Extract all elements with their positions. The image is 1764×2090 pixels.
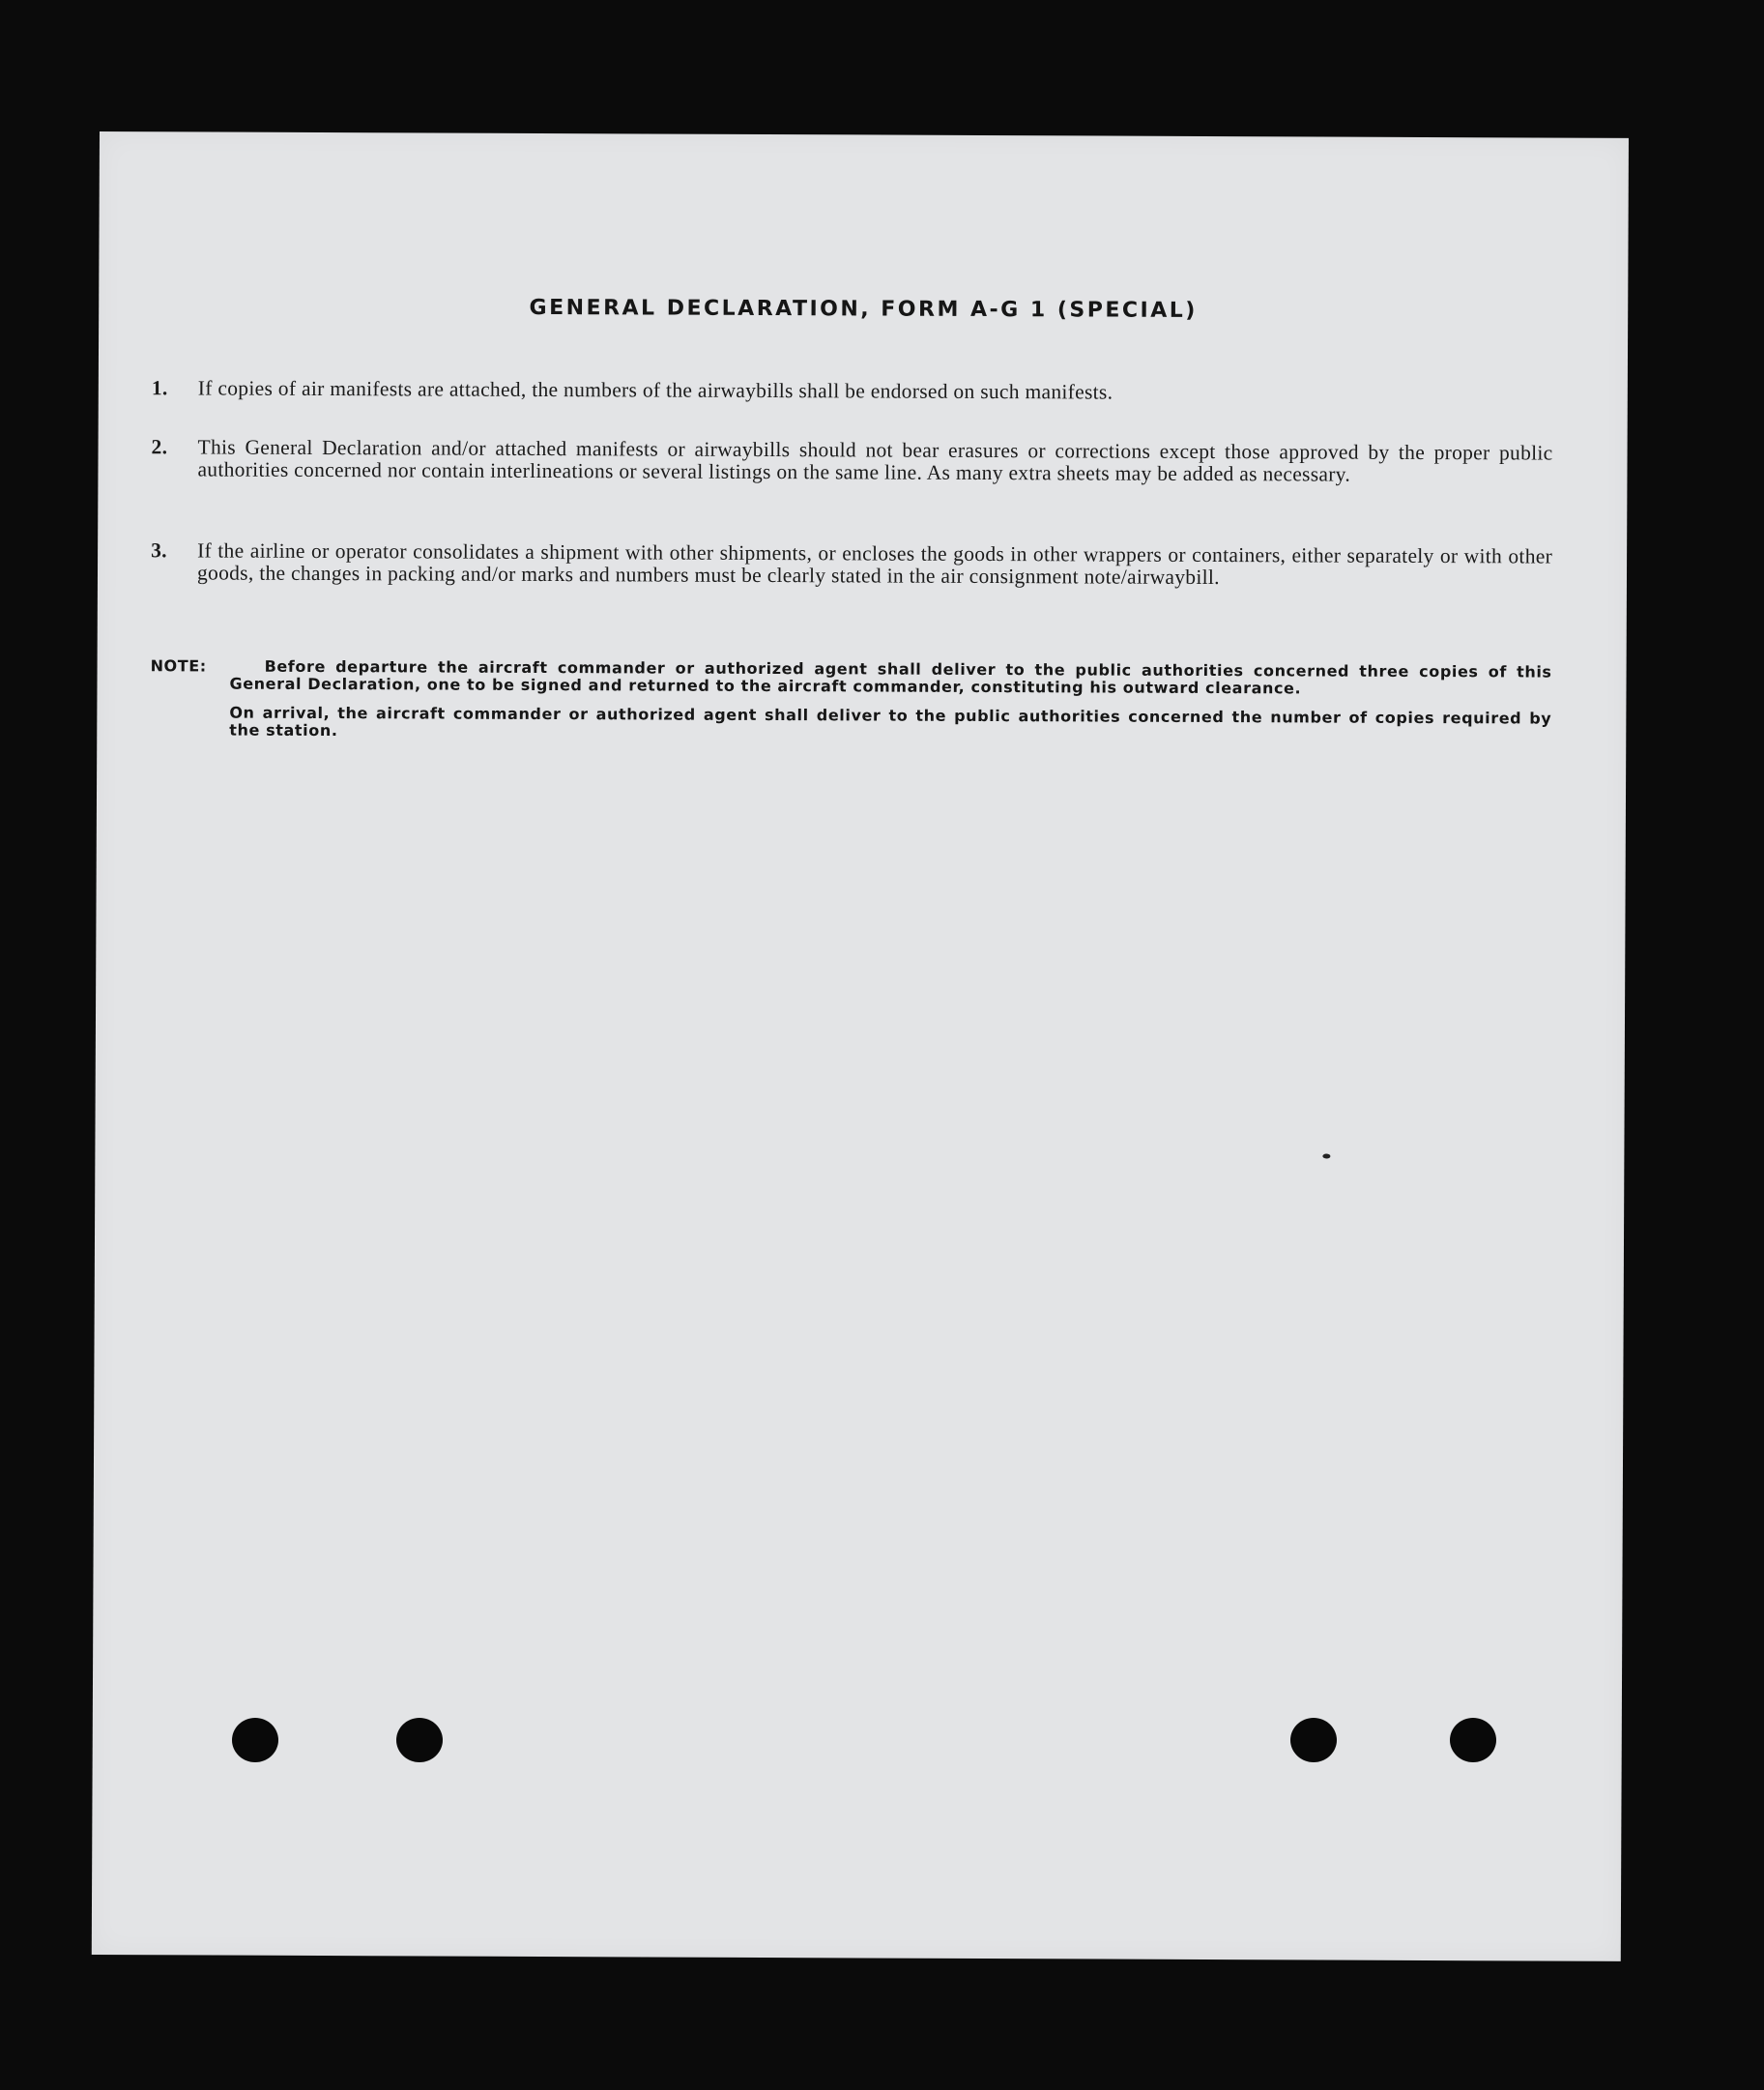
instruction-item-3 [151, 539, 1552, 590]
punch-hole-4 [1450, 1718, 1496, 1762]
punch-hole-1 [232, 1718, 278, 1762]
note-section [150, 657, 1551, 744]
item-text: If copies of air manifests are attached, the numbers of the airwaybills shall be endorsed on such manifests. [197, 376, 1113, 404]
item-number: 3. [151, 538, 167, 563]
note-paragraph-2: On arrival, the aircraft commander or authorized agent shall deliver to the public authorities concerned the number of copies required by the station. [229, 703, 1552, 740]
item-number: 1. [151, 376, 168, 400]
item-number: 2. [151, 435, 168, 459]
instruction-item-1 [152, 377, 1553, 405]
document-title: GENERAL DECLARATION, FORM A-G 1 (SPECIAL) [529, 295, 1198, 323]
note-label: NOTE: [150, 656, 207, 676]
punch-hole-2 [396, 1718, 443, 1762]
item-text: This General Declaration and/or attached manifests or airwaybills should not bear erasures or corrections except those approved by the proper public authorities concerned nor contain interlineations or several listings on the same line. As many extra sheets may be added as necessary. [197, 435, 1553, 486]
note-paragraph-1: Before departure the aircraft commander or authorized agent shall deliver to the public authorities concerned three copies of this General Declaration, one to be signed and returned to the aircraft commander, constituting his outward clearance. [229, 656, 1552, 698]
document-page [92, 131, 1629, 1961]
item-text: If the airline or operator consolidates a shipment with other shipments, or encloses the goods in other wrappers or containers, either separately or with other goods, the changes in packing and/or marks and numbers must be clearly stated in the air consignment note/airwaybill. [196, 538, 1553, 590]
instruction-item-2 [151, 436, 1552, 486]
punch-hole-3 [1290, 1718, 1337, 1762]
dust-speck [1322, 1154, 1330, 1159]
